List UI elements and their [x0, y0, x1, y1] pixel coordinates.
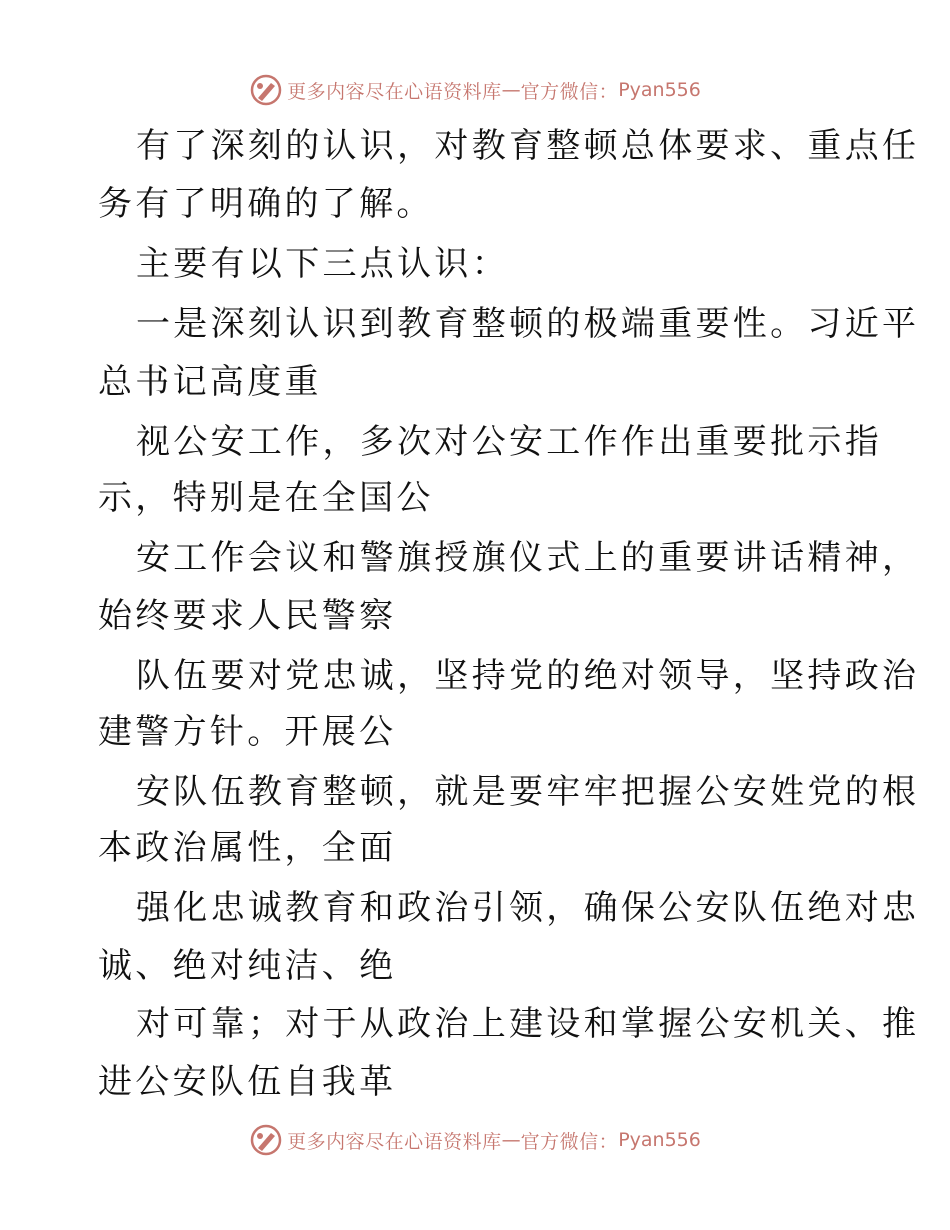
text-line: 本政治属性，全面 [98, 828, 397, 868]
text-line: 一是深刻认识到教育整顿的极端重要性。习近平 [136, 304, 920, 344]
header-wechat-id: Pyan556 [618, 79, 701, 101]
text-line: 队伍要对党忠诚，坚持党的绝对领导，坚持政治 [136, 656, 920, 696]
footer-banner [0, 1120, 950, 1160]
text-line: 主要有以下三点认识： [136, 244, 509, 284]
text-line: 安队伍教育整顿，就是要牢牢把握公安姓党的根 [136, 772, 920, 812]
text-line: 总书记高度重 [98, 362, 322, 402]
text-line: 视公安工作，多次对公安工作作出重要批示指 [136, 422, 882, 462]
text-line: 诚、绝对纯洁、绝 [98, 946, 397, 986]
text-line: 对可靠；对于从政治上建设和掌握公安机关、推 [136, 1004, 920, 1044]
footer-separator: — [501, 1129, 521, 1151]
text-line: 始终要求人民警察 [98, 596, 397, 636]
footer-site-text: 更多内容尽在心语资料库 [287, 1130, 502, 1153]
text-line: 建警方针。开展公 [98, 712, 397, 752]
header-site-text: 更多内容尽在心语资料库 [287, 80, 502, 103]
ink-pen-logo-icon [249, 73, 283, 107]
text-line: 安工作会议和警旗授旗仪式上的重要讲话精神， [136, 538, 920, 578]
header-banner [0, 70, 950, 110]
text-line: 示，特别是在全国公 [98, 478, 434, 518]
text-line: 进公安队伍自我革 [98, 1062, 397, 1102]
ink-pen-logo-icon [249, 1123, 283, 1157]
text-line: 有了深刻的认识，对教育整顿总体要求、重点任 [136, 126, 920, 166]
header-separator: — [501, 79, 521, 101]
footer-wechat-id: Pyan556 [618, 1129, 701, 1151]
text-line: 务有了明确的了解。 [98, 184, 434, 224]
footer-wechat-label: 官方微信： [520, 1130, 619, 1153]
text-line: 强化忠诚教育和政治引领，确保公安队伍绝对忠 [136, 888, 920, 928]
header-wechat-label: 官方微信： [520, 80, 619, 103]
